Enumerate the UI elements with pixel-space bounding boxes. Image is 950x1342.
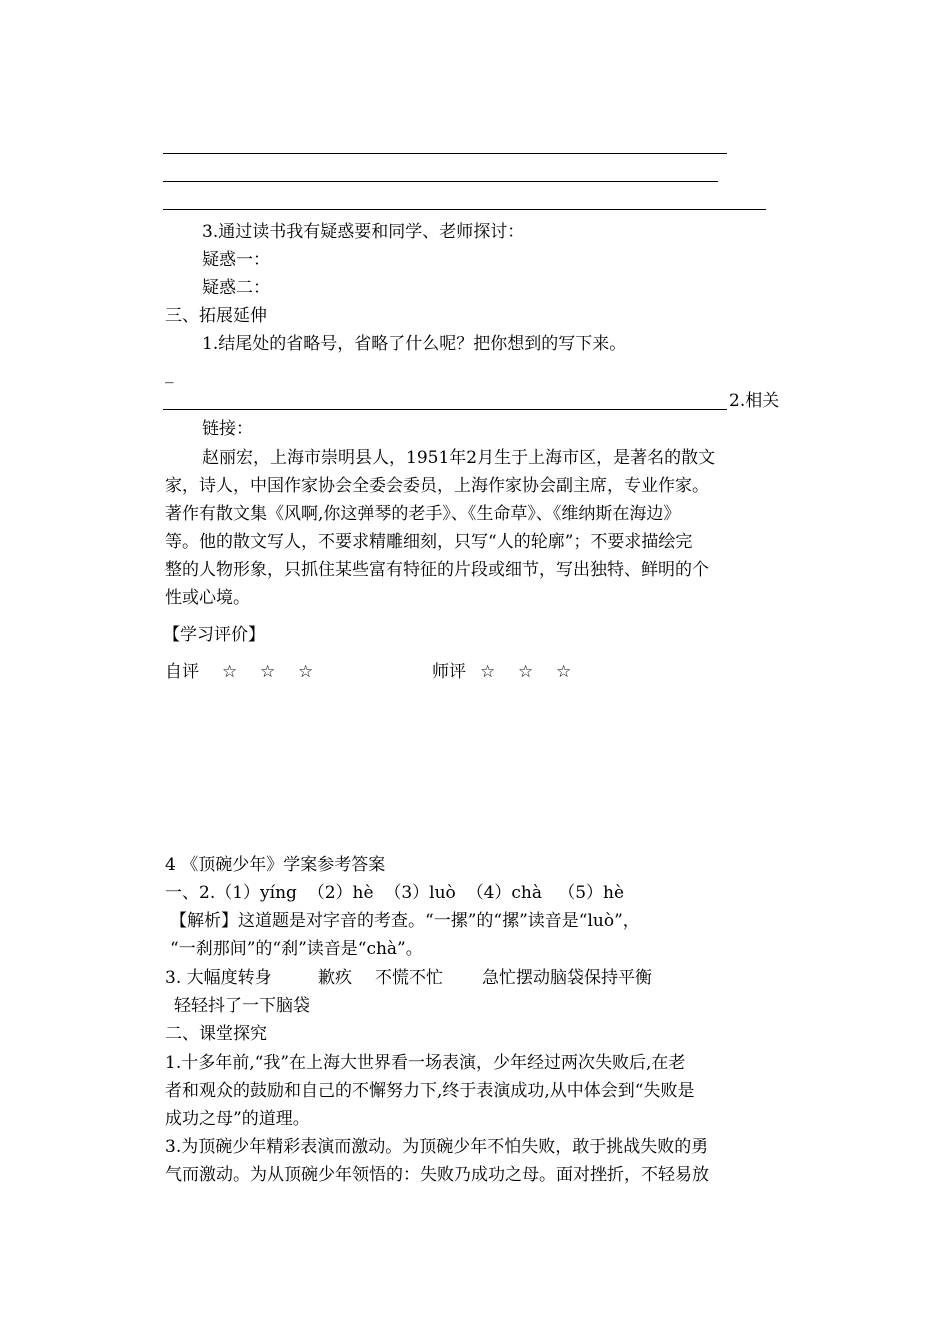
q3-answer-item: 急忙摆动脑袋保持平衡 xyxy=(482,968,652,988)
doubt-1-label: 疑惑一： xyxy=(202,250,270,270)
q3-answer-item: 不慌不忙 xyxy=(375,968,443,988)
question-1-prompt: 1.结尾处的省略号，省略了什么呢？把你想到的写下来。 xyxy=(202,334,627,354)
analysis-line: “一刹那间”的“刹”读音是“chà”。 xyxy=(170,939,423,959)
answer-line xyxy=(163,181,718,182)
star-icon[interactable]: ☆ xyxy=(518,662,534,682)
question-3-heading: 3.通过读书我有疑惑要和同学、老师探讨： xyxy=(202,222,525,242)
q3-answer-item: 3. 大幅度转身 xyxy=(165,968,272,988)
q3-answer-item: 歉疚 xyxy=(318,968,352,988)
star-icon[interactable]: ☆ xyxy=(222,662,238,682)
evaluation-title: 【学习评价】 xyxy=(163,625,265,645)
bio-line: 整的人物形象，只抓住某些富有特征的片段或细节，写出独特、鲜明的个 xyxy=(165,560,709,580)
bio-line: 性或心境。 xyxy=(165,588,250,608)
star-icon[interactable]: ☆ xyxy=(260,662,276,682)
star-icon[interactable]: ☆ xyxy=(298,662,314,682)
q3-answer-line-2: 轻轻抖了一下脑袋 xyxy=(174,996,310,1016)
teacher-eval-stars xyxy=(480,664,594,681)
question-2-label-cont: 链接： xyxy=(202,419,253,439)
star-icon[interactable]: ☆ xyxy=(556,662,572,682)
answer-paragraph-line: 气而激动。为从顶碗少年领悟的：失败乃成功之母。面对挫折，不轻易放 xyxy=(165,1165,709,1185)
answer-line xyxy=(163,409,727,410)
answers-title: 4 《顶碗少年》学案参考答案 xyxy=(165,855,386,875)
doubt-2-label: 疑惑二： xyxy=(202,278,270,298)
stray-dash: _ xyxy=(165,364,174,384)
section-3-title: 三、拓展延伸 xyxy=(165,306,267,326)
answer-paragraph-line: 1.十多年前,“我”在上海大世界看一场表演，少年经过两次失败后,在老 xyxy=(165,1053,686,1073)
self-eval-stars xyxy=(222,664,336,681)
bio-line: 等。他的散文写人，不要求精雕细刻，只写“人的轮廓”；不要求描绘完 xyxy=(165,532,693,552)
bio-line: 家，诗人，中国作家协会全委会委员，上海作家协会副主席，专业作家。 xyxy=(165,476,709,496)
part-1-answer: 一、2.（1）yíng （2）hè （3）luò （4）chà （5）hè xyxy=(165,883,625,903)
answer-line xyxy=(163,153,727,154)
answer-paragraph-line: 者和观众的鼓励和自己的不懈努力下,终于表演成功,从中体会到“失败是 xyxy=(165,1081,695,1101)
bio-line: 著作有散文集《风啊,你这弹琴的老手》、《生命草》、《维纳斯在海边》 xyxy=(165,504,681,524)
answer-line xyxy=(163,209,766,210)
star-icon[interactable]: ☆ xyxy=(480,662,496,682)
analysis-line: 【解析】这道题是对字音的考查。“一摞”的“摞”读音是“luò”， xyxy=(170,911,640,931)
bio-line: 赵丽宏，上海市崇明县人，1951年2月生于上海市区，是著名的散文 xyxy=(202,448,716,468)
answer-paragraph-line: 成功之母”的道理。 xyxy=(165,1109,310,1129)
section-2-title: 二、课堂探究 xyxy=(165,1024,267,1044)
answer-paragraph-line: 3.为顶碗少年精彩表演而激动。为顶碗少年不怕失败，敢于挑战失败的勇 xyxy=(165,1137,709,1157)
teacher-eval-label: 师评 xyxy=(432,662,466,682)
question-2-label: 2.相关 xyxy=(729,391,780,411)
self-eval-label: 自评 xyxy=(165,662,199,682)
